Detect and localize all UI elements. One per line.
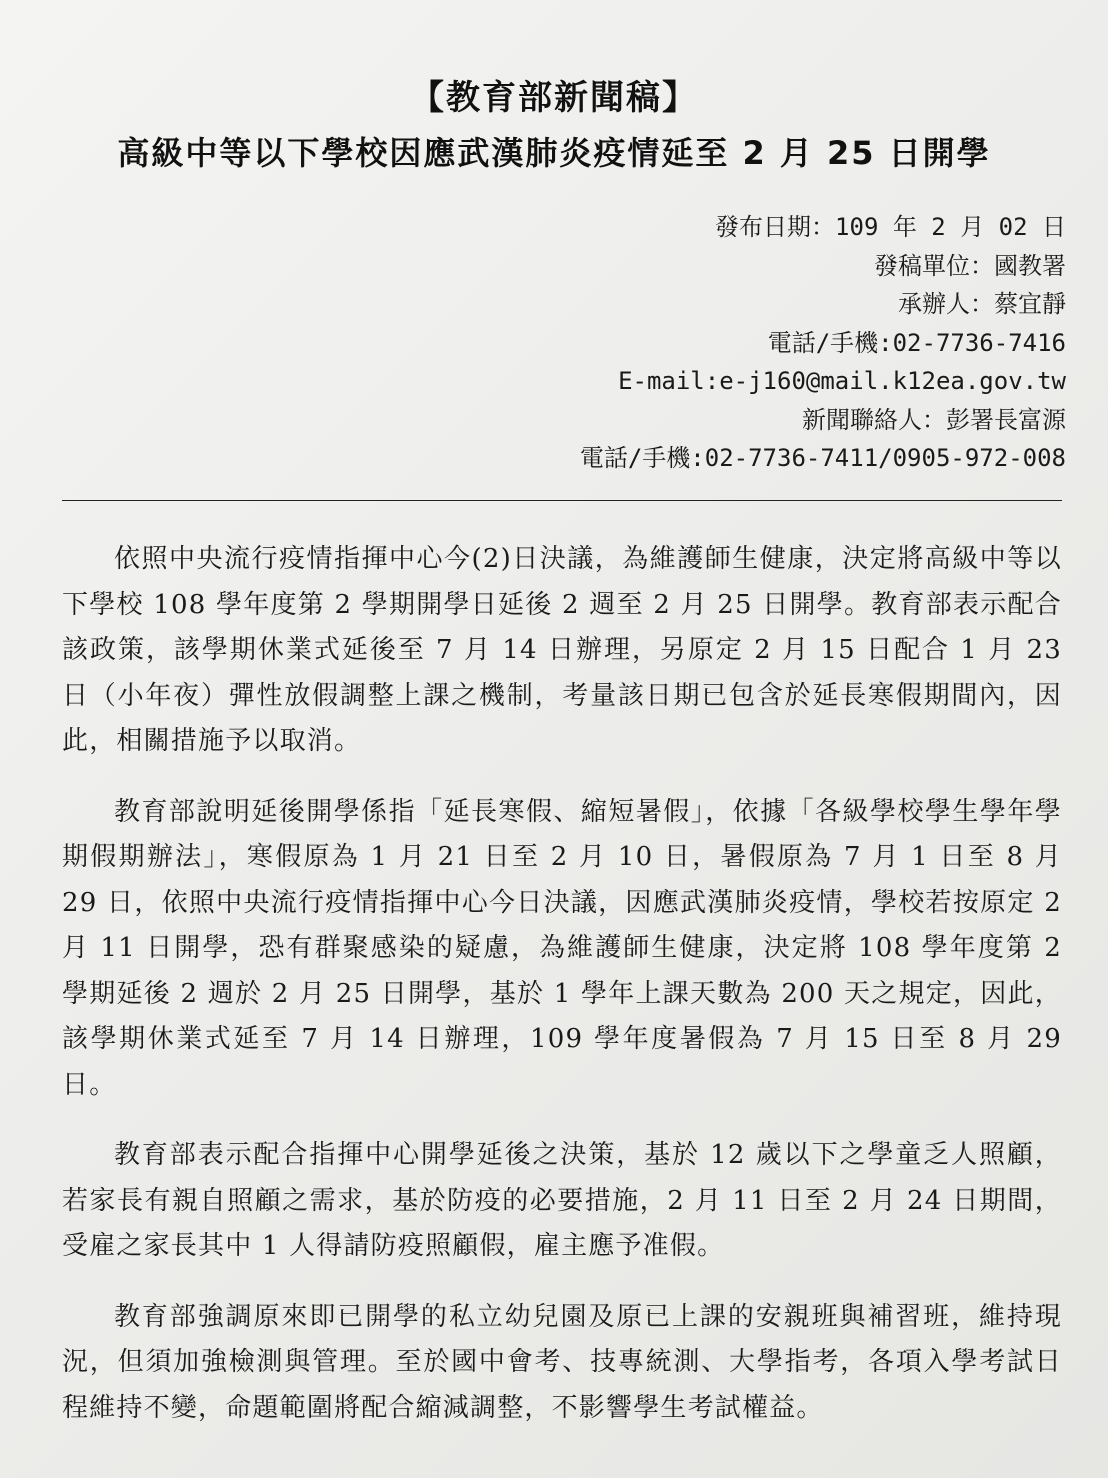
paragraph-4: 教育部強調原來即已開學的私立幼兒園及原已上課的安親班與補習班，維持現況，但須加強檢測與管理。至於國中會考、技專統測、大學指考，各項入學考試日程維持不變，命題範圍將配合縮減調整，不影響學生考試權益。 xyxy=(62,1301,1062,1423)
press-contact: 新聞聯絡人：彭署長富源 xyxy=(802,405,1066,434)
document-title: 【教育部新聞稿】 xyxy=(410,78,698,118)
document-subtitle: 高級中等以下學校因應武漢肺炎疫情延至 2 月 25 日開學 xyxy=(117,134,991,172)
case-officer: 承辦人：蔡宜靜 xyxy=(898,290,1066,318)
paragraph-3: 教育部表示配合指揮中心開學延後之決策，基於 12 歲以下之學童乏人照顧，若家長有親自照顧之需求，基於防疫的必要措施，2 月 11 日至 2 月 24 日期間，受雇之家長其中 1 人得請防疫照顧假，雇主應予准假。 xyxy=(62,1140,1062,1261)
officer-phone: 電話/手機:02-7736-7416 xyxy=(767,328,1066,357)
release-metadata xyxy=(466,208,1066,478)
divider-line xyxy=(62,500,1062,501)
press-body xyxy=(62,537,1062,1456)
officer-email: E-mail:e-j160@mail.k12ea.gov.tw xyxy=(618,367,1066,395)
issuing-unit: 發稿單位：國教署 xyxy=(874,251,1066,280)
paragraph-1: 依照中央流行疫情指揮中心今(2)日決議，為維護師生健康，決定將高級中等以下學校 108 學年度第 2 學期開學日延後 2 週至 2 月 25 日開學。教育部表示配合該政策，該學期休業式延後至 7 月 14 日辦理，另原定 2 月 15 日配合 1 月 23 日（小年夜）彈性放假調整上課之機制，考量該日期已包含於延長寒假期間內，因此，相關措施予以取消。 xyxy=(62,544,1062,756)
paragraph-2: 教育部說明延後開學係指「延長寒假、縮短暑假」，依據「各級學校學生學年學期假期辦法」，寒假原為 1 月 21 日至 2 月 10 日，暑假原為 7 月 1 日至 8 月 29 日，依照中央流行疫情指揮中心今日決議，因應武漢肺炎疫情，學校若按原定 2 月 11 日開學，恐有群聚感染的疑慮，為維護師生健康，決定將 108 學年度第 2 學期延後 2 週於 2 月 25 日開學，基於 1 學年上課天數為 200 天之規定，因此，該學期休業式延至 7 月 14 日辦理，109 學年度暑假為 7 月 15 日至 8 月 29 日。 xyxy=(62,796,1062,1100)
press-phone: 電話/手機:02-7736-7411/0905-972-008 xyxy=(579,444,1066,472)
release-date: 發布日期：109 年 2 月 02 日 xyxy=(715,213,1066,241)
